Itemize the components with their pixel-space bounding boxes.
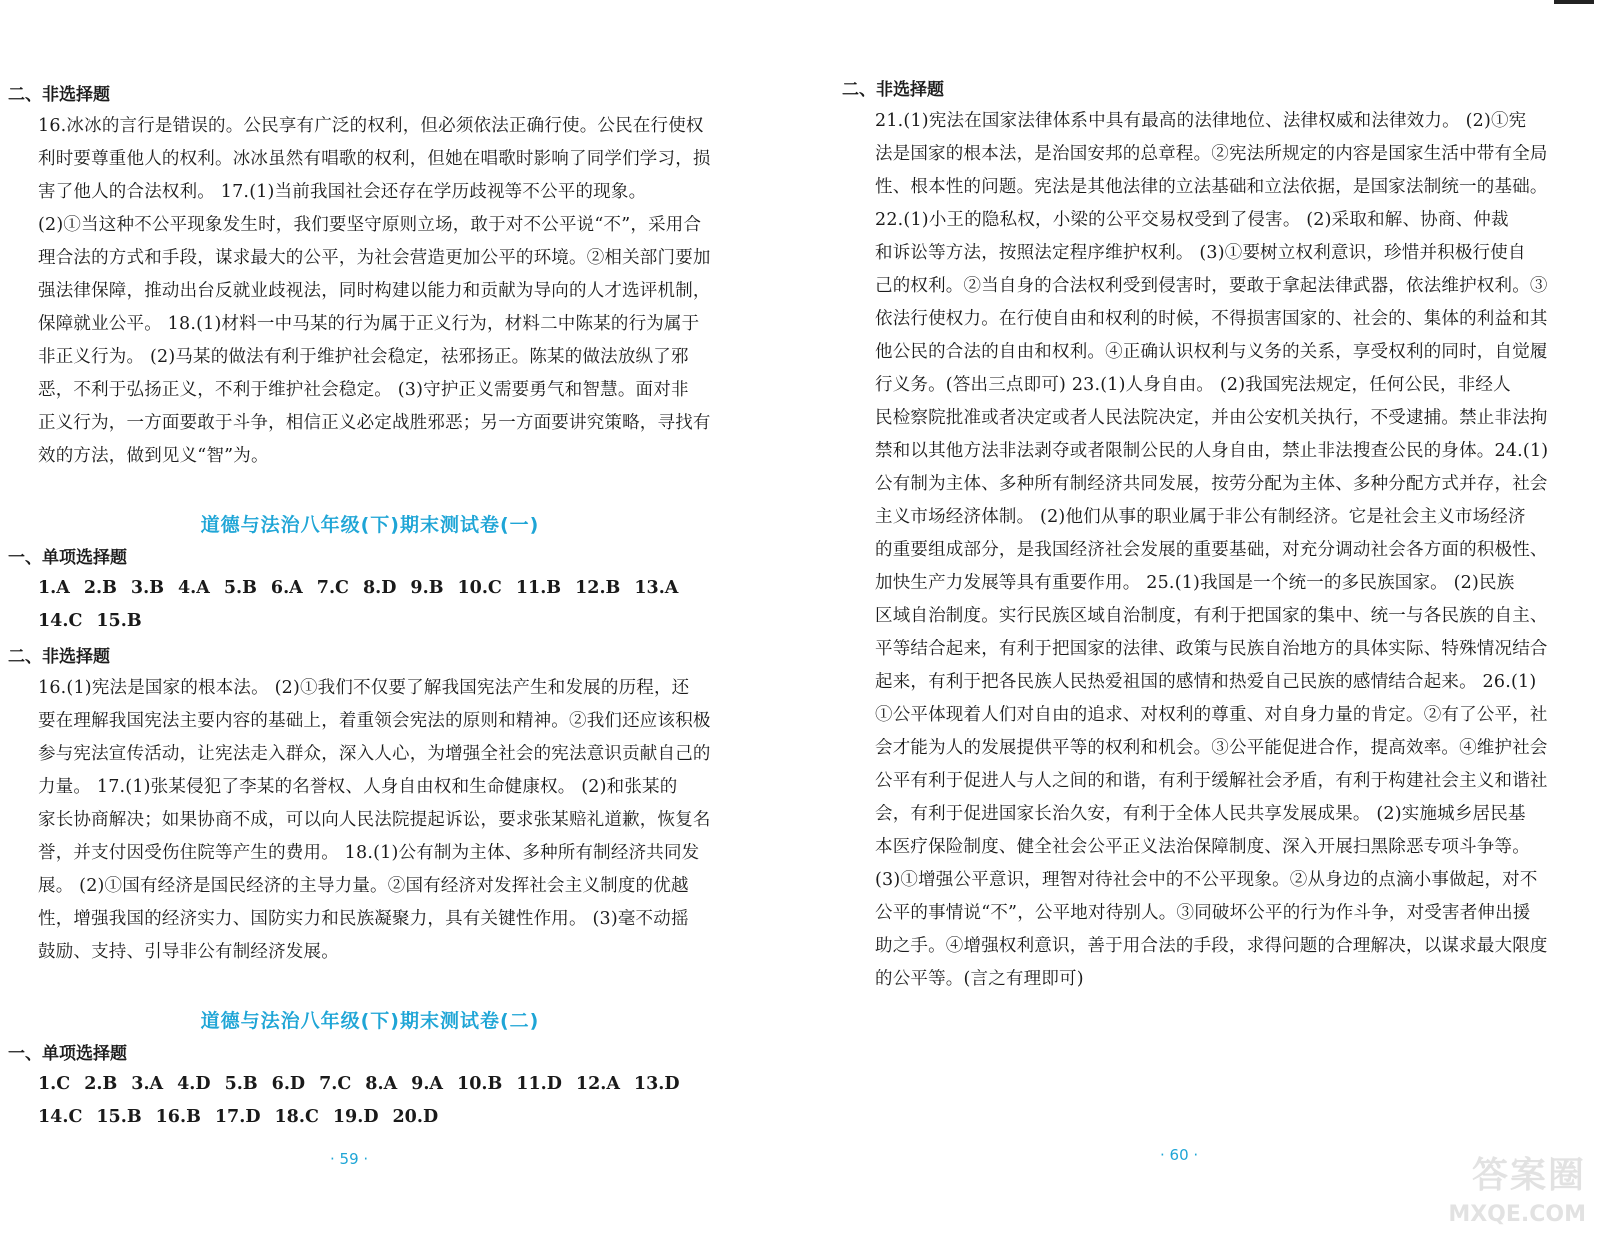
text-line: 恶，不利于弘扬正义，不利于维护社会稳定。 (3)守护正义需要勇气和智慧。面对非 [38,380,689,400]
section-heading: 一、单项选择题 [8,1044,127,1064]
answer-item: 12.A [575,1074,620,1094]
watermark-url: MXQE.COM [1448,1202,1586,1227]
text-line: 民检察院批准或者决定或者人民法院决定，并由公安机关执行，不受逮捕。禁止非法拘 [875,408,1548,428]
top-rule [1554,0,1594,4]
text-line: 助之手。④增强权利意识，善于用合法的手段，求得问题的合理解决，以谋求最大限度 [875,936,1548,956]
text-line: 他公民的合法的自由和权利。④正确认识权利与义务的关系，享受权利的同时，自觉履 [875,342,1548,362]
text-line: 力量。 17.(1)张某侵犯了李某的名誉权、人身自由权和生命健康权。 (2)和张某的 [38,777,678,797]
answer-item: 10.B [457,1074,503,1094]
text-line: 加快生产力发展等具有重要作用。 25.(1)我国是一个统一的多民族国家。 (2)民族 [875,573,1515,593]
answer-row [38,572,692,605]
mc-answers [38,572,692,638]
answer-item: 7.C [319,1074,352,1094]
text-line: 理合法的方式和手段，谋求最大的公平，为社会营造更加公平的环境。②相关部门要加 [38,248,711,268]
mc-answers [38,1068,694,1134]
answer-paragraph [875,105,1565,996]
watermark-logo [1448,1147,1586,1227]
text-line: 公平的事情说“不”，公平地对待别人。③同破坏公平的行为作斗争，对受害者伸出援 [875,903,1531,923]
text-line: 性、根本性的问题。宪法是其他法律的立法基础和立法依据，是国家法制统一的基础。 [875,177,1548,197]
text-line: 鼓励、支持、引导非公有制经济发展。 [38,942,339,962]
answer-row [38,1101,694,1134]
answer-item: 11.B [515,578,562,598]
answer-item: 12.B [575,578,621,598]
answer-item: 18.C [274,1107,319,1127]
answer-item: 6.A [270,578,303,598]
text-line: 依法行使权力。在行使自由和权利的时候，不得损害国家的、社会的、集体的利益和其 [875,309,1548,329]
answer-item: 14.C [38,1107,83,1127]
answer-item: 11.D [516,1074,562,1094]
answer-item: 5.B [223,578,257,598]
answer-item: 5.B [224,1074,258,1094]
exam-title: 道德与法治八年级(下)期末测试卷(二) [200,1010,540,1032]
text-line: 公有制为主体、多种所有制经济共同发展，按劳分配为主体、多种分配方式并存，社会 [875,474,1548,494]
text-line: 起来，有利于把各民族人民热爱祖国的感情和热爱自己民族的感情结合起来。 26.(1) [875,672,1537,692]
text-line: 会才能为人的发展提供平等的权利和机会。③公平能促进合作，提高效率。④维护社会 [875,738,1548,758]
text-line: 害了他人的合法权利。 17.(1)当前我国社会还存在学历歧视等不公平的现象。 [38,182,647,202]
text-line: 要在理解我国宪法主要内容的基础上，着重领会宪法的原则和精神。②我们还应该积极 [38,711,711,731]
text-line: (3)①增强公平意识，理智对待社会中的不公平现象。②从身边的点滴小事做起，对不 [875,870,1538,890]
answer-item: 13.D [633,1074,680,1094]
text-line: 21.(1)宪法在国家法律体系中具有最高的法律地位、法律权威和法律效力。 (2)①宪 [875,111,1527,131]
text-line: 保障就业公平。 18.(1)材料一中马某的行为属于正义行为，材料二中陈某的行为属于 [38,314,700,334]
text-line: 行义务。(答出三点即可) 23.(1)人身自由。 (2)我国宪法规定，任何公民，非经人 [875,375,1511,395]
answer-item: 15.B [96,1107,142,1127]
text-line: 的公平等。(言之有理即可) [875,969,1084,989]
text-line: 22.(1)小王的隐私权，小梁的公平交易权受到了侵害。 (2)采取和解、协商、仲裁 [875,210,1509,230]
answer-paragraph [38,672,728,969]
answer-item: 8.D [362,578,397,598]
text-line: 平等结合起来，有利于把国家的法律、政策与民族自治地方的具体实际、特殊情况结合 [875,639,1548,659]
right-page [820,0,1600,1239]
text-line: 本医疗保险制度、健全社会公平正义法治保障制度、深入开展扫黑除恶专项斗争等。 [875,837,1530,857]
section-heading: 二、非选择题 [8,85,110,105]
text-line: 的重要组成部分，是我国经济社会发展的重要基础，对充分调动社会各方面的积极性、 [875,540,1548,560]
answer-item: 14.C [38,611,83,631]
page-number: · 59 · [330,1150,369,1168]
answer-item: 20.D [392,1107,439,1127]
text-line: 强法律保障，推动出台反就业歧视法，同时构建以能力和贡献为导向的人才选评机制， [38,281,711,301]
answer-item: 4.A [177,578,210,598]
answer-item: 3.B [130,578,164,598]
answer-row [38,605,692,638]
text-line: 效的方法，做到见义“智”为。 [38,446,269,466]
text-line: 参与宪法宣传活动，让宪法走入群众，深入人心，为增强全社会的宪法意识贡献自己的 [38,744,711,764]
text-line: 展。 (2)①国有经济是国民经济的主导力量。②国有经济对发挥社会主义制度的优越 [38,876,689,896]
answer-item: 9.A [411,1074,444,1094]
answer-item: 1.A [38,578,70,598]
text-line: 和诉讼等方法，按照法定程序维护权利。 (3)①要树立权利意识，珍惜并积极行使自 [875,243,1526,263]
answer-item: 9.B [410,578,444,598]
text-line: 主义市场经济体制。 (2)他们从事的职业属于非公有制经济。它是社会主义市场经济 [875,507,1526,527]
text-line: 非正义行为。 (2)马某的做法有利于维护社会稳定，祛邪扬正。陈某的做法放纵了邪 [38,347,689,367]
section-heading: 二、非选择题 [8,647,110,667]
text-line: 己的权利。②当自身的合法权利受到侵害时，要敢于拿起法律武器，依法维护权利。③ [875,276,1548,296]
text-line: 正义行为，一方面要敢于斗争，相信正义必定战胜邪恶；另一方面要讲究策略，寻找有 [38,413,711,433]
section-heading: 二、非选择题 [842,80,944,100]
answer-item: 3.A [131,1074,164,1094]
text-line: 性，增强我国的经济实力、国防实力和民族凝聚力，具有关键性作用。 (3)毫不动摇 [38,909,689,929]
exam-title: 道德与法治八年级(下)期末测试卷(一) [200,514,540,536]
answer-item: 17.D [214,1107,261,1127]
answer-paragraph [38,110,728,473]
text-line: 法是国家的根本法，是治国安邦的总章程。②宪法所规定的内容是国家生活中带有全局 [875,144,1548,164]
text-line: 会，有利于促进国家长治久安，有利于全体人民共享发展成果。 (2)实施城乡居民基 [875,804,1526,824]
watermark-mark: 答案圈 [1471,1155,1586,1196]
text-line: 16.(1)宪法是国家的根本法。 (2)①我们不仅要了解我国宪法产生和发展的历程，还 [38,678,690,698]
text-line: 16.冰冰的言行是错误的。公民享有广泛的权利，但必须依法正确行使。公民在行使权 [38,116,704,136]
text-line: 誉，并支付因受伤住院等产生的费用。 18.(1)公有制为主体、多种所有制经济共同发 [38,843,700,863]
left-page [0,0,780,1239]
section-heading: 一、单项选择题 [8,548,127,568]
answer-item: 8.A [365,1074,398,1094]
text-line: 家长协商解决；如果协商不成，可以向人民法院提起诉讼，要求张某赔礼道歉，恢复名 [38,810,711,830]
answer-item: 4.D [177,1074,211,1094]
answer-item: 13.A [634,578,679,598]
text-line: 区域自治制度。实行民族区域自治制度，有利于把国家的集中、统一与各民族的自主、 [875,606,1548,626]
text-line: 禁和以其他方法非法剥夺或者限制公民的人身自由，禁止非法搜查公民的身体。24.(1) [875,441,1549,461]
text-line: 利时要尊重他人的权利。冰冰虽然有唱歌的权利，但她在唱歌时影响了同学们学习，损 [38,149,711,169]
page-number: · 60 · [1160,1146,1199,1164]
answer-item: 7.C [316,578,349,598]
answer-item: 10.C [457,578,502,598]
answer-item: 6.D [271,1074,306,1094]
answer-item: 15.B [96,611,142,631]
answer-item: 2.B [84,1074,118,1094]
text-line: (2)①当这种不公平现象发生时，我们要坚守原则立场，敢于对不公平说“不”，采用合 [38,215,702,235]
answer-row [38,1068,694,1101]
answer-item: 19.D [332,1107,379,1127]
answer-item: 1.C [38,1074,71,1094]
answer-item: 2.B [83,578,117,598]
answer-item: 16.B [155,1107,201,1127]
text-line: ①公平体现着人们对自由的追求、对权利的尊重、对自身力量的肯定。②有了公平，社 [875,705,1548,725]
text-line: 公平有利于促进人与人之间的和谐，有利于缓解社会矛盾，有利于构建社会主义和谐社 [875,771,1548,791]
